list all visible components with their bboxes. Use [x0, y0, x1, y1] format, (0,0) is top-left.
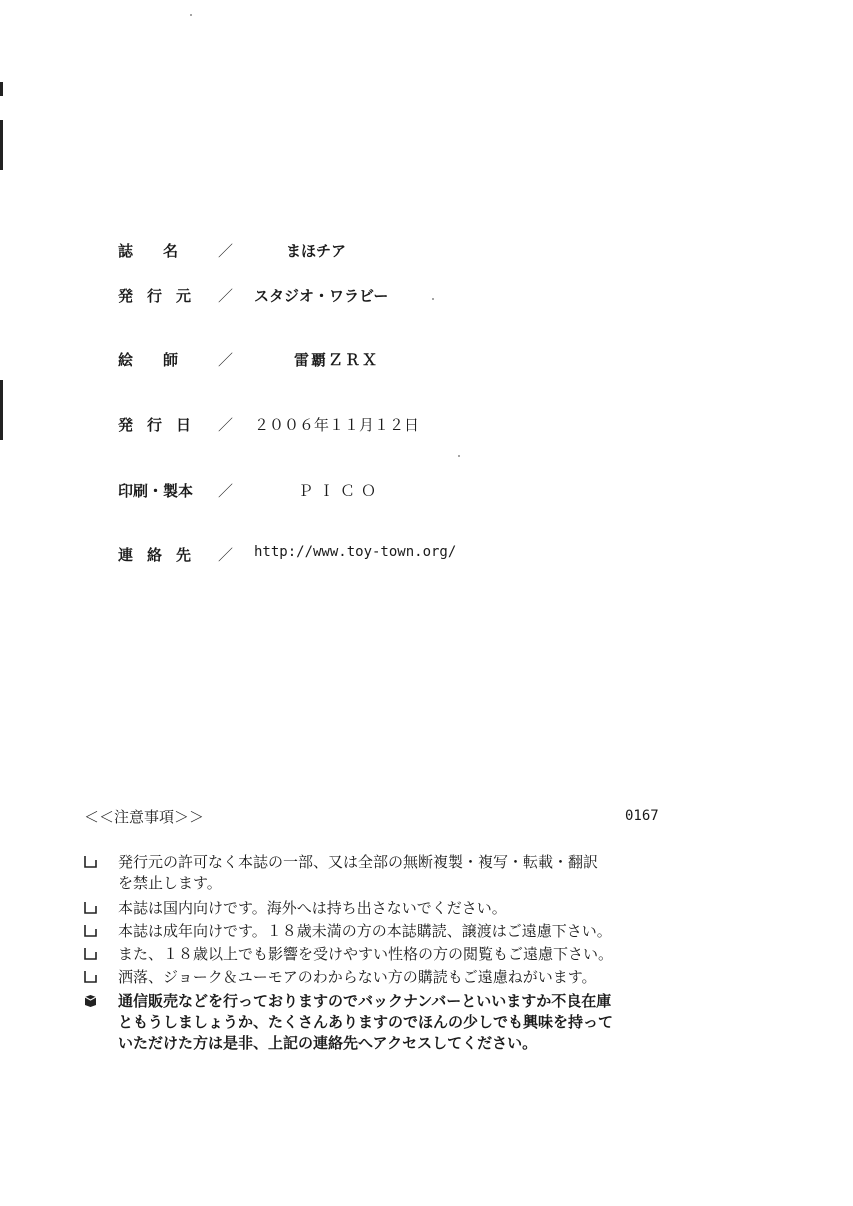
notice-text	[118, 944, 678, 965]
notice-header: ＜＜注意事項＞＞	[84, 808, 205, 826]
separator: ／	[218, 287, 234, 305]
notice-line: 本誌は国内向けです。海外へは持ち出さないでください。	[118, 899, 507, 917]
colophon-label: 発行日	[118, 416, 206, 434]
notice-line: を禁止します。	[118, 874, 222, 892]
notice-text	[118, 967, 678, 988]
contact-url: http://www.toy-town.org/	[254, 544, 457, 560]
page-number: 0167	[625, 808, 659, 824]
notice-line: 洒落、ジョーク＆ユーモアのわからない方の購読もご遠慮ねがいます。	[118, 968, 597, 986]
scan-edge-mark	[0, 82, 3, 96]
separator: ／	[218, 546, 234, 564]
notice-text	[118, 921, 678, 942]
colophon-label: 連絡先	[118, 546, 206, 564]
separator: ／	[218, 351, 234, 369]
checkbox-outline-icon	[84, 855, 97, 868]
checkbox-outline-icon	[84, 924, 97, 937]
printer-name: ＰＩＣＯ	[298, 482, 383, 500]
colophon-label: 絵 師	[118, 351, 179, 369]
notice-line: 通信販売などを行っておりますのでバックナンバーといいますか不良在庫	[118, 992, 612, 1010]
scan-edge-mark	[0, 120, 3, 170]
colophon-label: 誌 名	[118, 242, 179, 260]
scan-speck	[458, 455, 460, 457]
publisher-name: スタジオ・ワラビー	[254, 287, 389, 305]
notice-line: また、１８歳以上でも影響を受けやすい性格の方の閲覧もご遠慮下さい。	[118, 945, 614, 963]
separator: ／	[218, 416, 234, 434]
checkbox-outline-icon	[84, 970, 97, 983]
notice-text	[118, 852, 678, 894]
colophon-label: 発行元	[118, 287, 206, 305]
notice-text	[118, 898, 678, 919]
notice-line: 発行元の許可なく本誌の一部、又は全部の無断複製・複写・転載・翻訳	[118, 853, 599, 871]
scan-speck	[432, 298, 434, 300]
separator: ／	[218, 242, 234, 260]
book-title: まほチア	[286, 242, 347, 260]
checkbox-outline-icon	[84, 947, 97, 960]
colophon-label: 印刷・製本	[118, 482, 194, 500]
notice-line: ともうしましょうか、たくさんありますのでほんの少しでも興味を持って	[118, 1013, 614, 1031]
scan-speck	[190, 14, 192, 16]
separator: ／	[218, 482, 234, 500]
checkbox-outline-icon	[84, 901, 97, 914]
artist-name: 雷覇ＺＲＸ	[294, 351, 380, 369]
scan-edge-mark	[0, 380, 3, 440]
checkbox-filled-icon	[84, 994, 97, 1007]
notice-line: いただけた方は是非、上記の連絡先へアクセスしてください。	[118, 1034, 538, 1052]
notice-line: 本誌は成年向けです。１８歳未満の方の本誌購読、譲渡はご遠慮下さい。	[118, 922, 612, 940]
publication-date: ２００６年１１月１２日	[254, 416, 420, 434]
notice-text	[118, 991, 678, 1054]
